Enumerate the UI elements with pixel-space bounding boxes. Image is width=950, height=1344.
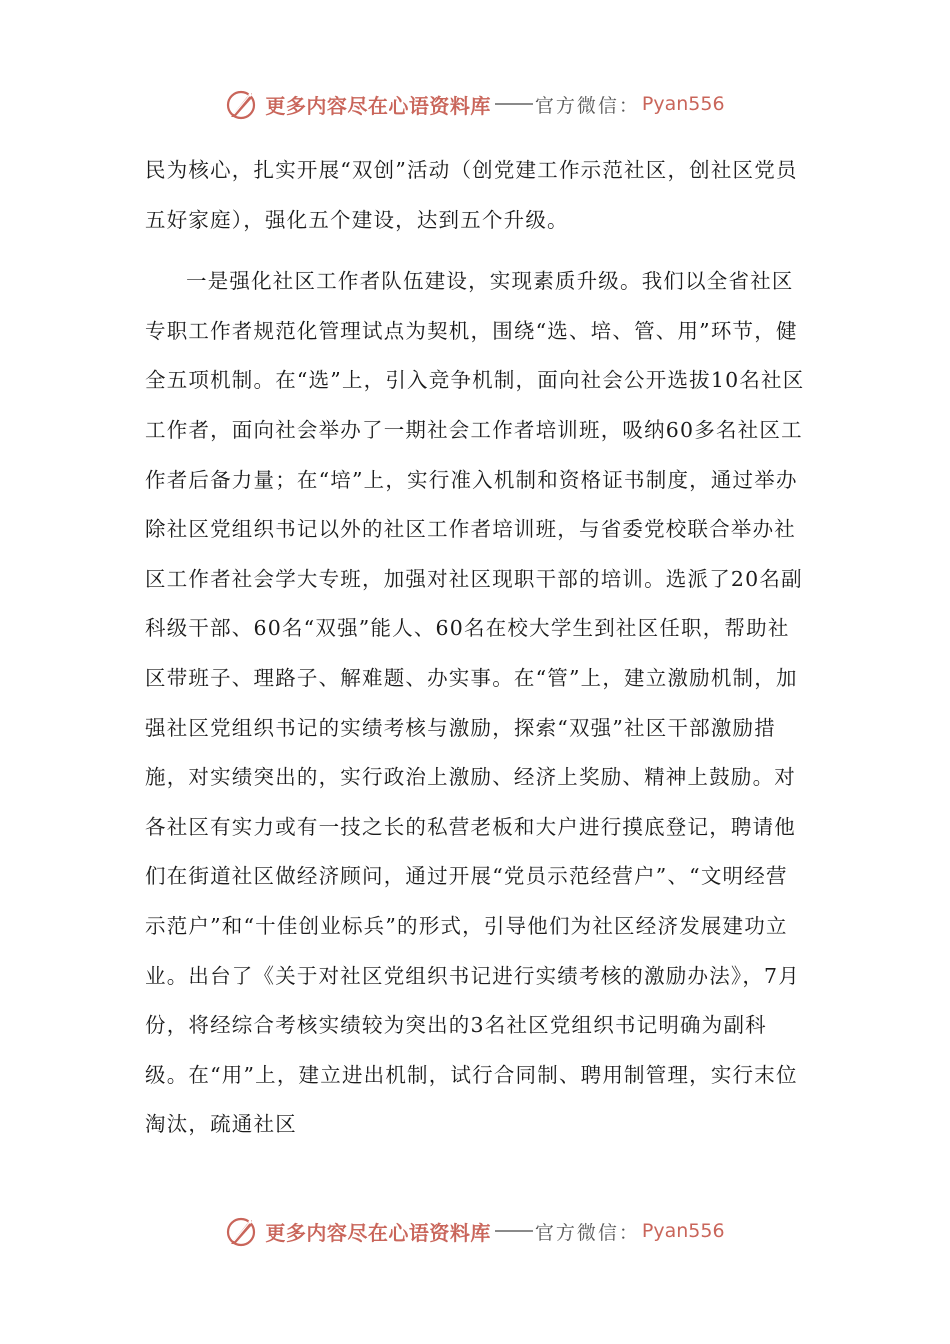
banner-wechat-label: 官方微信： (534, 94, 640, 117)
header-banner (0, 84, 950, 124)
banner-dash (495, 1230, 533, 1232)
banner-dash (495, 103, 533, 105)
paragraph: 一是强化社区工作者队伍建设，实现素质升级。我们以全省社区专职工作者规范化管理试点为契机，围绕“选、培、管、用”环节，健全五项机制。在“选”上，引入竞争机制，面向社会公开选拔10名社区工作者，面向社会举办了一期社会工作者培训班，吸纳60多名社区工作者后备力量；在“培”上，实行准入机制和资格证书制度，通过举办除社区党组织书记以外的社区工作者培训班，与省委党校联合举办社区工作者社会学大专班，加强对社区现职干部的培训。选派了20名副科级干部、60名“双强”能人、60名在校大学生到社区任职，帮助社区带班子、理路子、解难题、办实事。在“管”上，建立激励机制，加强社区党组织书记的实绩考核与激励，探索“双强”社区干部激励措施，对实绩突出的，实行政治上激励、经济上奖励、精神上鼓励。对各社区有实力或有一技之长的私营老板和大户进行摸底登记，聘请他们在街道社区做经济顾问，通过开展“党员示范经营户”、“文明经营示范户”和“十佳创业标兵”的形式，引导他们为社区经济发展建功立业。出台了《关于对社区党组织书记进行实绩考核的激励办法》，7月份，将经综合考核实绩较为突出的3名社区党组织书记明确为副科级。在“用”上，建立进出机制，试行合同制、聘用制管理，实行末位淘汰，疏通社区 (145, 269, 805, 1137)
banner-wechat-id: Pyan556 (641, 1220, 725, 1242)
pen-nib-logo-icon (225, 87, 259, 121)
document-body (145, 146, 805, 1150)
banner-wechat-id: Pyan556 (641, 93, 725, 115)
footer-banner (0, 1211, 950, 1251)
banner-wechat-label: 官方微信： (534, 1221, 640, 1244)
banner-title: 更多内容尽在心语资料库 (265, 1220, 491, 1245)
paragraph-continued: 民为核心，扎实开展“双创”活动（创党建工作示范社区，创社区党员五好家庭），强化五个建设，达到五个升级。 (145, 158, 798, 232)
banner-title: 更多内容尽在心语资料库 (265, 93, 491, 118)
pen-nib-logo-icon (225, 1214, 259, 1248)
